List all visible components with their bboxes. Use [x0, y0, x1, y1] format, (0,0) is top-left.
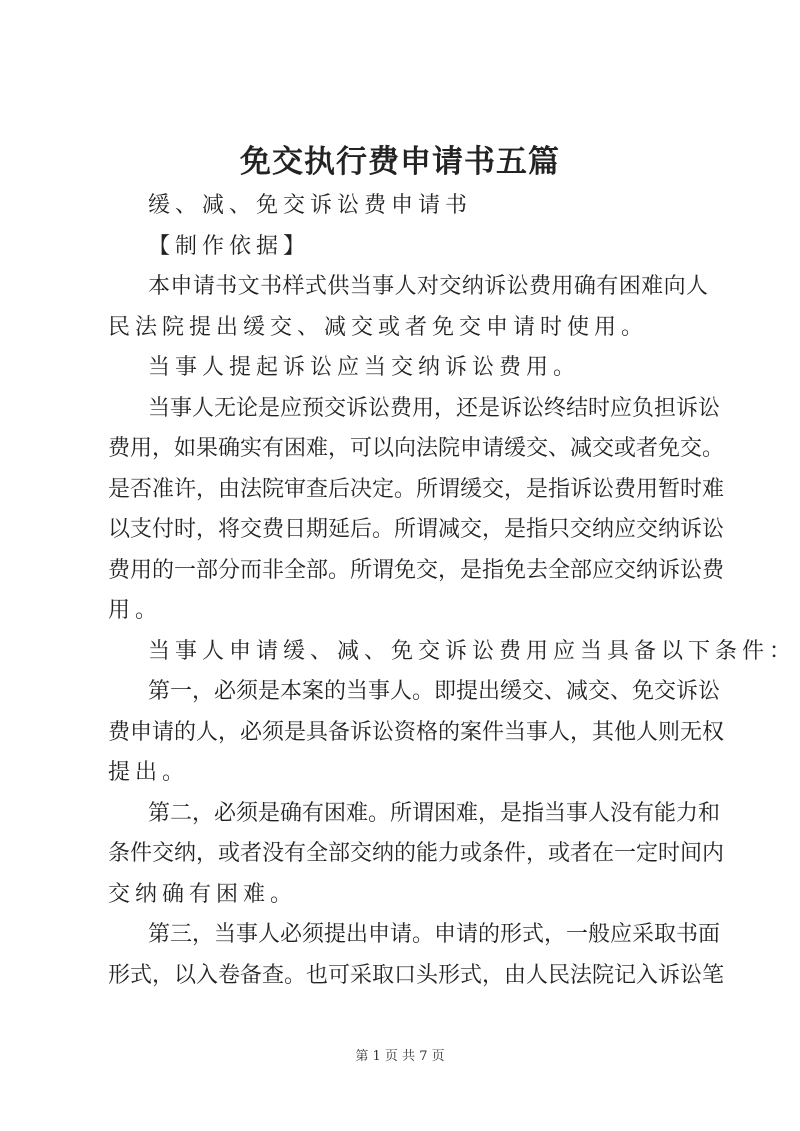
text-line: 条件交纳，或者没有全部交纳的能力或条件，或者在一定时间内	[108, 841, 725, 866]
text-line: 民法院提出缓交、减交或者免交申请时使用。	[108, 314, 649, 340]
text-line: 费用的一部分而非全部。所谓免交，是指免去全部应交纳诉讼费	[108, 557, 725, 583]
paragraph	[108, 227, 708, 268]
text-line: 缓、减、免交诉讼费申请书	[148, 193, 473, 218]
page-number: 第 1 页 共 7 页	[355, 1049, 445, 1064]
paragraph	[108, 632, 797, 673]
paragraph	[108, 186, 708, 227]
text-line: 本申请书文书样式供当事人对交纳诉讼费用确有困难向人	[148, 274, 708, 299]
paragraph	[108, 794, 725, 916]
text-line: 当事人无论是应预交诉讼费用，还是诉讼终结时应负担诉讼	[148, 395, 721, 421]
document-body	[108, 186, 797, 996]
text-line: 是否准许，由法院审查后决定。所谓缓交，是指诉讼费用暂时难	[108, 476, 725, 502]
text-line: 费用，如果确实有困难，可以向法院申请缓交、减交或者免交。	[108, 436, 725, 461]
paragraph	[108, 915, 725, 996]
text-line: 第一，必须是本案的当事人。即提出缓交、减交、免交诉讼	[148, 679, 721, 704]
document-title: 免交执行费申请书五篇	[240, 144, 560, 180]
text-line: 形式，以入卷备查。也可采取口头形式，由人民法院记入诉讼笔	[108, 962, 725, 988]
paragraph	[108, 348, 708, 389]
text-line: 交纳确有困难。	[108, 881, 298, 907]
text-line: 当事人提起诉讼应当交纳诉讼费用。	[148, 355, 581, 380]
paragraph	[108, 672, 725, 794]
text-line: 提出。	[108, 760, 190, 785]
paragraph	[108, 267, 708, 348]
text-line: 费申请的人，必须是具备诉讼资格的案件当事人，其他人则无权	[108, 719, 725, 745]
text-line: 当事人申请缓、减、免交诉讼费用应当具备以下条件：	[148, 638, 797, 664]
paragraph	[108, 389, 725, 632]
text-line: 第三，当事人必须提出申请。申请的形式，一般应采取书面	[148, 922, 721, 947]
text-line: 第二，必须是确有困难。所谓困难，是指当事人没有能力和	[148, 800, 721, 826]
text-line: 用。	[108, 598, 163, 623]
text-line: 以支付时，将交费日期延后。所谓减交，是指只交纳应交纳诉讼	[108, 517, 725, 542]
text-line: 【制作依据】	[148, 233, 311, 259]
